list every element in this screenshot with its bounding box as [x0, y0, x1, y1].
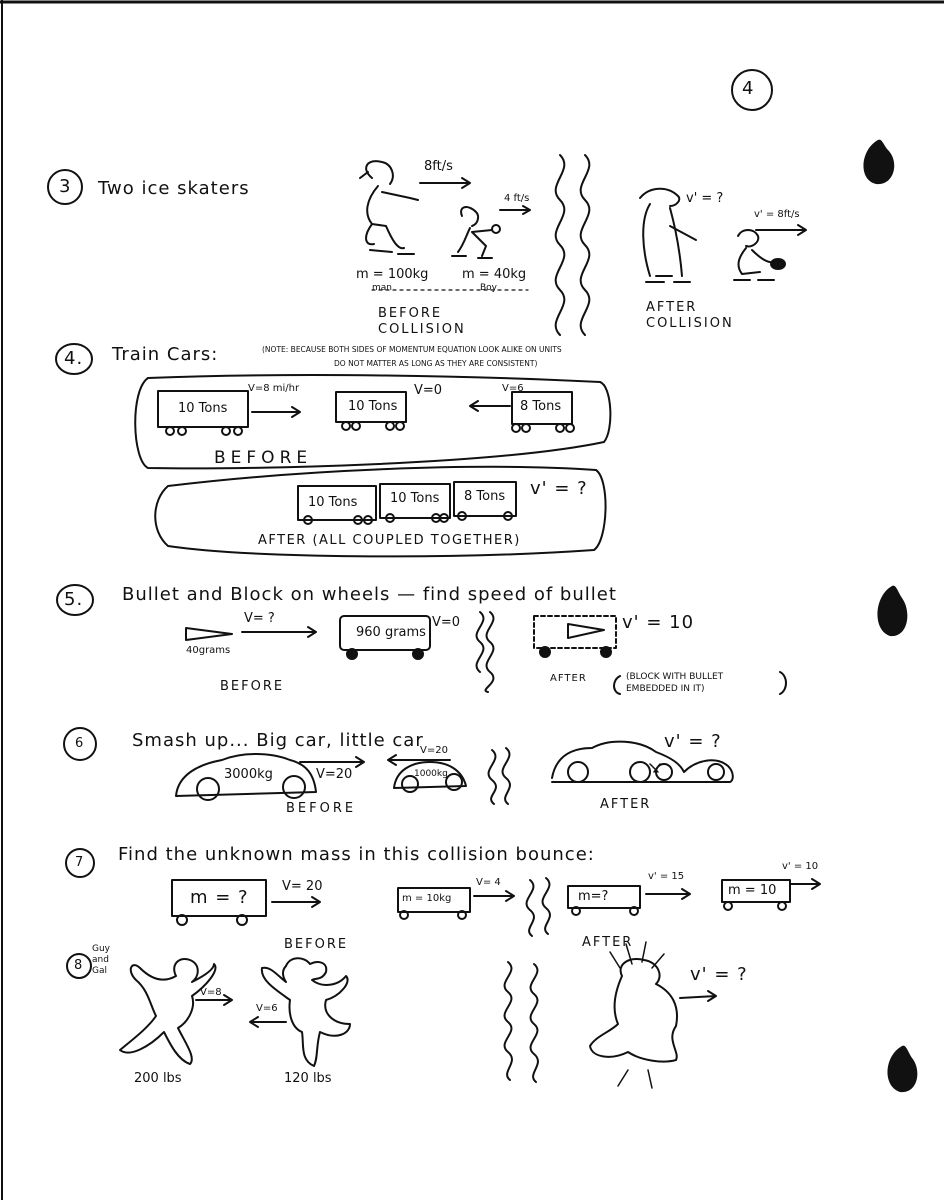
- problem-8-side-note: Guy and Gal: [92, 944, 111, 976]
- boy-velocity-label: 4 ft/s: [504, 193, 530, 204]
- block-velocity: V=0: [432, 615, 461, 630]
- boy-mass-label: m = 40kg: [462, 267, 527, 282]
- man-velocity-label: 8ft/s: [424, 159, 453, 174]
- big-car-velocity: V=20: [316, 767, 353, 782]
- guy-mass: 200 lbs: [134, 1071, 182, 1086]
- little-car-velocity: V=20: [420, 745, 448, 756]
- problem-5-after-velocity: v' = 10: [622, 612, 695, 633]
- problem-8-number: 8: [74, 958, 83, 973]
- train-car-1-label: 10 Tons: [178, 401, 228, 416]
- bullet-mass: 40grams: [186, 645, 231, 656]
- problem-7-title: Find the unknown mass in this collision bounce:: [118, 844, 595, 865]
- problem-7-after-label: AFTER: [582, 935, 634, 950]
- problem-6-before-label: BEFORE: [286, 801, 357, 816]
- after-car-1-label: 10 Tons: [308, 495, 358, 510]
- problem-3-before-label: BEFORE COLLISION: [378, 306, 466, 337]
- problem-7-mass-1-after: m=?: [578, 889, 609, 904]
- man-mass-subscript: man: [372, 283, 392, 293]
- guy-silhouette: [120, 959, 215, 1064]
- big-car-mass: 3000kg: [224, 767, 273, 782]
- gal-mass: 120 lbs: [284, 1071, 332, 1086]
- problem-4-note-line-1: (NOTE: BECAUSE BOTH SIDES OF MOMENTUM EQUATION LOOK ALIKE ON UNITS: [262, 345, 562, 354]
- after-boy-drawing: [734, 230, 785, 280]
- problem-5-after-note: (BLOCK WITH BULLET EMBEDDED IN IT): [626, 672, 724, 694]
- problem-7-velocity-1: V= 20: [282, 879, 323, 894]
- problem-4-before-label: BEFORE: [214, 448, 313, 468]
- problem-4-after-label: AFTER (ALL COUPLED TOGETHER): [258, 533, 521, 548]
- after-car-2-label: 10 Tons: [390, 491, 440, 506]
- problem-7-number: 7: [75, 855, 84, 870]
- page-number: 4: [742, 78, 755, 99]
- problem-5-before-label: BEFORE: [220, 679, 285, 694]
- problem-7-velocity-1-after: v' = 15: [648, 871, 685, 882]
- problem-7-velocity-2: V= 4: [476, 877, 501, 888]
- binder-hole-top: [863, 140, 894, 184]
- binder-hole-mid: [877, 586, 907, 636]
- problem-5-title: Bullet and Block on wheels — find speed of bullet: [122, 584, 617, 605]
- problem-6-after-velocity: v' = ?: [664, 731, 722, 752]
- problem-5-after-label: AFTER: [550, 673, 587, 684]
- boy-after-velocity: v' = 8ft/s: [754, 209, 800, 220]
- problem-8-after-velocity: v' = ?: [690, 964, 748, 985]
- bullet-velocity: V= ?: [244, 611, 275, 626]
- man-after-velocity: v' = ?: [686, 191, 724, 206]
- man-mass-label: m = 100kg: [356, 267, 429, 282]
- boy-mass-subscript: Boy: [480, 283, 498, 293]
- problem-4-title: Train Cars:: [112, 344, 219, 365]
- little-car-mass: 1000kg: [414, 769, 448, 779]
- problem-6-title: Smash up... Big car, little car: [132, 730, 424, 751]
- problem-3-number: 3: [59, 176, 72, 197]
- train-car-2-velocity: V=0: [414, 383, 443, 398]
- problem-6-after-label: AFTER: [600, 797, 652, 812]
- gal-velocity: V=6: [256, 1003, 278, 1014]
- train-car-2-label: 10 Tons: [348, 399, 398, 414]
- bullet-drawing: [186, 628, 232, 640]
- problem-6-number: 6: [75, 736, 84, 751]
- problem-7-mass-2-after: m = 10: [728, 883, 777, 898]
- block-mass: 960 grams: [356, 625, 426, 640]
- guy-velocity: V=8: [200, 987, 222, 998]
- boy-skater-drawing: [452, 207, 500, 258]
- binder-hole-bottom: [887, 1046, 917, 1092]
- problem-4-number: 4.: [64, 348, 84, 369]
- after-car-3-label: 8 Tons: [464, 489, 506, 504]
- problem-5-number: 5.: [64, 589, 84, 610]
- train-car-3-velocity: V=6: [502, 383, 524, 394]
- problem-7-mass-1: m = ?: [190, 887, 249, 908]
- problem-4-after-velocity: v' = ?: [530, 478, 588, 499]
- man-skater-drawing: [360, 161, 418, 254]
- train-car-1-velocity: V=8 mi/hr: [248, 383, 300, 394]
- problem-7-before-label: BEFORE: [284, 937, 349, 952]
- problem-3-after-label: AFTER COLLISION: [646, 300, 734, 331]
- problem-7-velocity-2-after: v' = 10: [782, 861, 819, 872]
- hugging-couple-silhouette: [590, 959, 677, 1062]
- problem-3-title: Two ice skaters: [98, 178, 250, 199]
- problem-7-mass-2: m = 10kg: [402, 893, 452, 904]
- problem-4-note-line-2: DO NOT MATTER AS LONG AS THEY ARE CONSISTENT): [334, 359, 538, 368]
- train-car-3-label: 8 Tons: [520, 399, 562, 414]
